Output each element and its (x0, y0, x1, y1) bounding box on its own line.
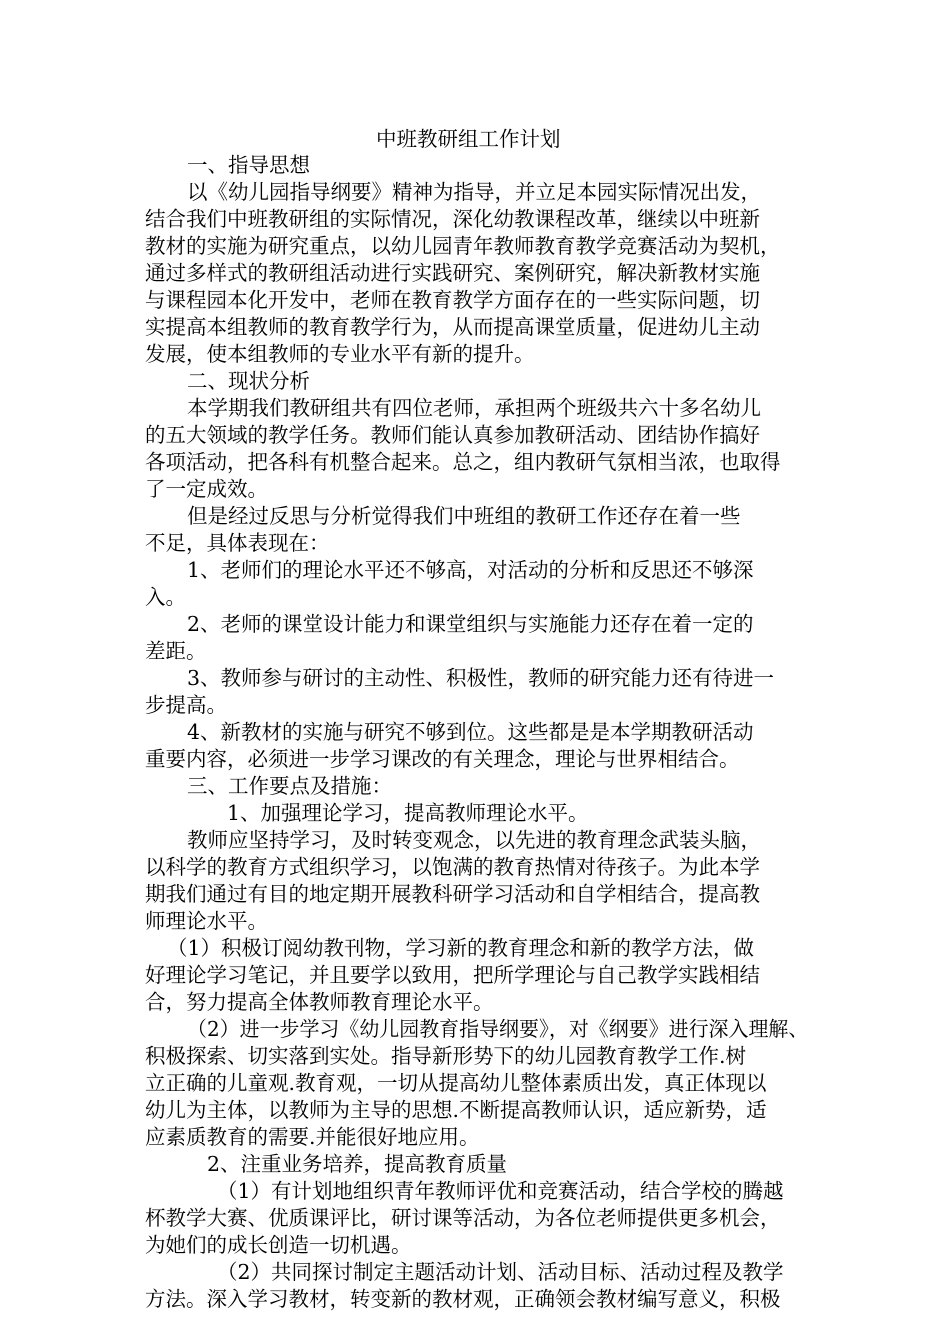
document-line: 以《幼儿园指导纲要》精神为指导，并立足本园实际情况出发， (187, 180, 761, 204)
document-line: 的五大领域的教学任务。教师们能认真参加教研活动、团结协作搞好 (145, 423, 760, 447)
document-line: （2）共同探讨制定主题活动计划、活动目标、活动过程及教学 (217, 1260, 784, 1284)
document-line: 合，努力提高全体教师教育理论水平。 (145, 990, 494, 1014)
document-line: （1）积极订阅幼教刊物，学习新的教育理念和新的教学方法，做 (167, 936, 755, 960)
document-line: 三、工作要点及措施： (187, 774, 392, 798)
document-line: 好理论学习笔记，并且要学以致用，把所学理论与自己教学实践相结 (145, 963, 760, 987)
document-line: 3、教师参与研讨的主动性、积极性，教师的研究能力还有待进一 (187, 666, 775, 690)
document-line: 方法。深入学习教材，转变新的教材观，正确领会教材编写意义，积极 (145, 1287, 781, 1311)
document-line: 与课程园本化开发中，老师在教育教学方面存在的一些实际问题，切 (145, 288, 760, 312)
document-line: 为她们的成长创造一切机遇。 (145, 1233, 412, 1257)
document-line: 以科学的教育方式组织学习，以饱满的教育热情对待孩子。为此本学 (145, 855, 760, 879)
document-line: 本学期我们教研组共有四位老师，承担两个班级共六十多名幼儿 (187, 396, 761, 420)
document-line: （1）有计划地组织青年教师评优和竞赛活动，结合学校的腾越 (217, 1179, 784, 1203)
document-line: 步提高。 (145, 693, 227, 717)
document-line: 但是经过反思与分析觉得我们中班组的教研工作还存在着一些 (187, 504, 741, 528)
document-line: 差距。 (145, 639, 207, 663)
document-line: 实提高本组教师的教育教学行为，从而提高课堂质量，促进幼儿主动 (145, 315, 760, 339)
document-line: 二、现状分析 (187, 369, 310, 393)
document-line: 1、老师们的理论水平还不够高，对活动的分析和反思还不够深 (187, 558, 754, 582)
document-line: 2、注重业务培养，提高教育质量 (207, 1152, 508, 1176)
document-line: 应素质教育的需要.并能很好地应用。 (145, 1125, 480, 1149)
document-line: 立正确的儿童观.教育观，一切从提高幼儿整体素质出发，真正体现以 (145, 1071, 767, 1095)
document-line: 幼儿为主体，以教师为主导的思想.不断提高教师认识，适应新势，适 (145, 1098, 767, 1122)
document-line: 1、加强理论学习，提高教师理论水平。 (227, 801, 589, 825)
document-line: 通过多样式的教研组活动进行实践研究、案例研究，解决新教材实施 (145, 261, 760, 285)
document-line: 杯教学大赛、优质课评比，研讨课等活动，为各位老师提供更多机会， (145, 1206, 781, 1230)
document-line: 一、指导思想 (187, 153, 310, 177)
document-line: 重要内容，必须进一步学习课改的有关理念，理论与世界相结合。 (145, 747, 740, 771)
document-line: （2）进一步学习《幼儿园教育指导纲要》，对《纲要》进行深入理解、 (187, 1017, 809, 1041)
document-line: 入。 (145, 585, 186, 609)
document-line: 期我们通过有目的地定期开展教科研学习活动和自学相结合，提高教 (145, 882, 760, 906)
document-title: 中班教研组工作计划 (376, 127, 561, 151)
document-line: 了一定成效。 (145, 477, 268, 501)
document-line: 4、新教材的实施与研究不够到位。这些都是是本学期教研活动 (187, 720, 754, 744)
document-line: 2、老师的课堂设计能力和课堂组织与实施能力还存在着一定的 (187, 612, 754, 636)
document-line: 师理论水平。 (145, 909, 268, 933)
document-line: 不足，具体表现在： (145, 531, 330, 555)
document-line: 各项活动，把各科有机整合起来。总之，组内教研气氛相当浓，也取得 (145, 450, 781, 474)
document-line: 积极探索、切实落到实处。指导新形势下的幼儿园教育教学工作.树 (145, 1044, 747, 1068)
document-line: 结合我们中班教研组的实际情况，深化幼教课程改革，继续以中班新 (145, 207, 760, 231)
document-line: 教材的实施为研究重点，以幼儿园青年教师教育教学竞赛活动为契机， (145, 234, 781, 258)
document-line: 发展，使本组教师的专业水平有新的提升。 (145, 342, 535, 366)
document-line: 教师应坚持学习，及时转变观念，以先进的教育理念武装头脑， (187, 828, 761, 852)
